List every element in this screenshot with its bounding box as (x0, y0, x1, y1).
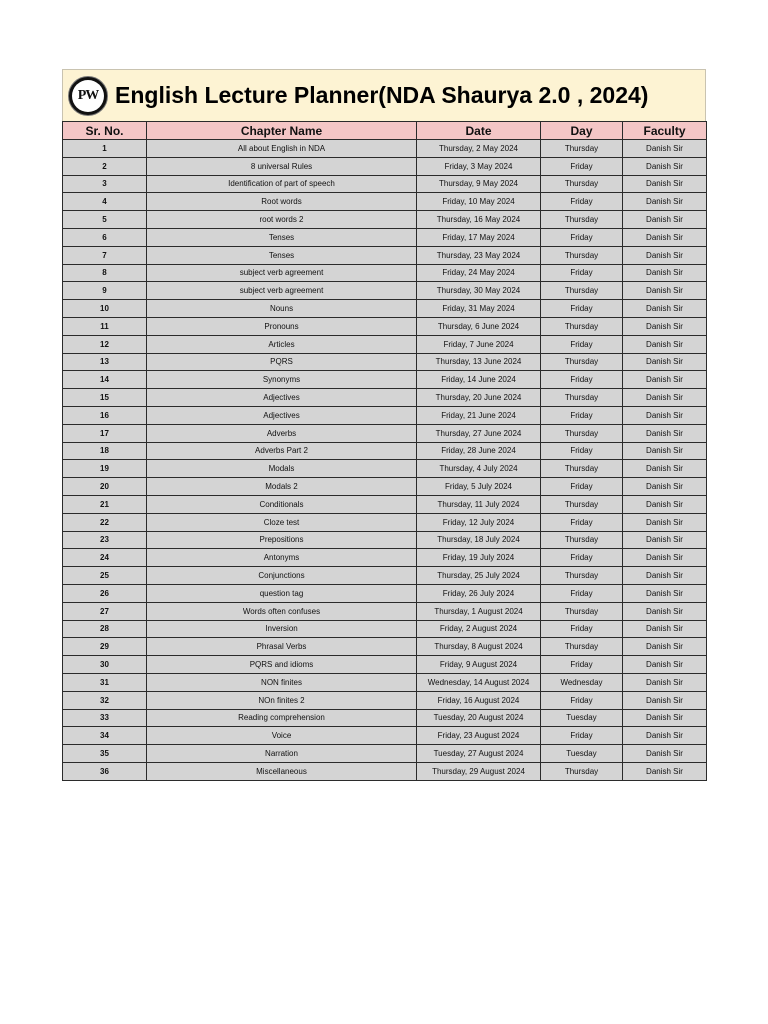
sr-no-cell: 6 (63, 228, 147, 246)
faculty-cell: Danish Sir (623, 531, 707, 549)
date-cell: Thursday, 20 June 2024 (417, 389, 541, 407)
sr-no-cell: 34 (63, 727, 147, 745)
table-row (63, 264, 707, 282)
faculty-cell: Danish Sir (623, 478, 707, 496)
chapter-name-cell: Articles (147, 335, 417, 353)
chapter-name-cell: Root words (147, 193, 417, 211)
sr-no-cell: 29 (63, 638, 147, 656)
chapter-name-cell: Phrasal Verbs (147, 638, 417, 656)
chapter-name-cell: Inversion (147, 620, 417, 638)
sr-no-cell: 15 (63, 389, 147, 407)
sr-no-cell: 24 (63, 549, 147, 567)
faculty-cell: Danish Sir (623, 175, 707, 193)
chapter-name-cell: PQRS and idioms (147, 656, 417, 674)
sr-no-cell: 10 (63, 300, 147, 318)
date-cell: Thursday, 18 July 2024 (417, 531, 541, 549)
sr-no-cell: 28 (63, 620, 147, 638)
sr-no-cell: 27 (63, 602, 147, 620)
faculty-cell: Danish Sir (623, 745, 707, 763)
chapter-name-cell: Prepositions (147, 531, 417, 549)
day-cell: Thursday (541, 246, 623, 264)
table-row (63, 495, 707, 513)
date-cell: Friday, 31 May 2024 (417, 300, 541, 318)
date-cell: Friday, 10 May 2024 (417, 193, 541, 211)
faculty-cell: Danish Sir (623, 406, 707, 424)
day-cell: Thursday (541, 460, 623, 478)
faculty-cell: Danish Sir (623, 140, 707, 158)
chapter-name-cell: Synonyms (147, 371, 417, 389)
sr-no-cell: 31 (63, 673, 147, 691)
faculty-cell: Danish Sir (623, 638, 707, 656)
pw-logo-text: PW (72, 80, 104, 112)
faculty-cell: Danish Sir (623, 157, 707, 175)
faculty-cell: Danish Sir (623, 442, 707, 460)
chapter-name-cell: Words often confuses (147, 602, 417, 620)
table-row (63, 513, 707, 531)
sr-no-cell: 4 (63, 193, 147, 211)
table-row (63, 691, 707, 709)
table-row (63, 335, 707, 353)
column-header-day: Day (541, 122, 623, 140)
chapter-name-cell: Miscellaneous (147, 762, 417, 780)
title-bar (62, 69, 706, 121)
lecture-table (62, 121, 707, 781)
table-row (63, 211, 707, 229)
sr-no-cell: 9 (63, 282, 147, 300)
date-cell: Thursday, 9 May 2024 (417, 175, 541, 193)
faculty-cell: Danish Sir (623, 567, 707, 585)
faculty-cell: Danish Sir (623, 264, 707, 282)
sr-no-cell: 3 (63, 175, 147, 193)
date-cell: Thursday, 1 August 2024 (417, 602, 541, 620)
sr-no-cell: 25 (63, 567, 147, 585)
date-cell: Thursday, 11 July 2024 (417, 495, 541, 513)
chapter-name-cell: Conditionals (147, 495, 417, 513)
column-header-date: Date (417, 122, 541, 140)
chapter-name-cell: Voice (147, 727, 417, 745)
chapter-name-cell: Nouns (147, 300, 417, 318)
table-row (63, 317, 707, 335)
chapter-name-cell: PQRS (147, 353, 417, 371)
sr-no-cell: 23 (63, 531, 147, 549)
day-cell: Friday (541, 620, 623, 638)
day-cell: Friday (541, 228, 623, 246)
table-row (63, 478, 707, 496)
date-cell: Thursday, 6 June 2024 (417, 317, 541, 335)
table-row (63, 371, 707, 389)
sr-no-cell: 26 (63, 584, 147, 602)
faculty-cell: Danish Sir (623, 211, 707, 229)
faculty-cell: Danish Sir (623, 300, 707, 318)
table-row (63, 389, 707, 407)
table-row (63, 584, 707, 602)
sr-no-cell: 7 (63, 246, 147, 264)
column-header-faculty: Faculty (623, 122, 707, 140)
sr-no-cell: 5 (63, 211, 147, 229)
day-cell: Thursday (541, 140, 623, 158)
table-row (63, 175, 707, 193)
date-cell: Friday, 28 June 2024 (417, 442, 541, 460)
day-cell: Thursday (541, 567, 623, 585)
chapter-name-cell: NON finites (147, 673, 417, 691)
sr-no-cell: 13 (63, 353, 147, 371)
date-cell: Friday, 21 June 2024 (417, 406, 541, 424)
table-row (63, 424, 707, 442)
date-cell: Thursday, 4 July 2024 (417, 460, 541, 478)
faculty-cell: Danish Sir (623, 335, 707, 353)
chapter-name-cell: Modals (147, 460, 417, 478)
chapter-name-cell: Adverbs (147, 424, 417, 442)
day-cell: Friday (541, 406, 623, 424)
day-cell: Thursday (541, 317, 623, 335)
day-cell: Friday (541, 371, 623, 389)
table-row (63, 620, 707, 638)
date-cell: Thursday, 27 June 2024 (417, 424, 541, 442)
faculty-cell: Danish Sir (623, 389, 707, 407)
faculty-cell: Danish Sir (623, 762, 707, 780)
date-cell: Thursday, 16 May 2024 (417, 211, 541, 229)
day-cell: Friday (541, 264, 623, 282)
sr-no-cell: 12 (63, 335, 147, 353)
day-cell: Friday (541, 157, 623, 175)
table-row (63, 673, 707, 691)
chapter-name-cell: Modals 2 (147, 478, 417, 496)
sr-no-cell: 16 (63, 406, 147, 424)
day-cell: Thursday (541, 424, 623, 442)
faculty-cell: Danish Sir (623, 513, 707, 531)
table-row (63, 531, 707, 549)
sr-no-cell: 32 (63, 691, 147, 709)
sr-no-cell: 14 (63, 371, 147, 389)
table-row (63, 709, 707, 727)
date-cell: Tuesday, 27 August 2024 (417, 745, 541, 763)
faculty-cell: Danish Sir (623, 228, 707, 246)
date-cell: Friday, 7 June 2024 (417, 335, 541, 353)
chapter-name-cell: question tag (147, 584, 417, 602)
date-cell: Thursday, 8 August 2024 (417, 638, 541, 656)
sr-no-cell: 11 (63, 317, 147, 335)
date-cell: Thursday, 30 May 2024 (417, 282, 541, 300)
faculty-cell: Danish Sir (623, 282, 707, 300)
faculty-cell: Danish Sir (623, 602, 707, 620)
sr-no-cell: 17 (63, 424, 147, 442)
day-cell: Friday (541, 727, 623, 745)
day-cell: Friday (541, 193, 623, 211)
sr-no-cell: 1 (63, 140, 147, 158)
faculty-cell: Danish Sir (623, 246, 707, 264)
chapter-name-cell: root words 2 (147, 211, 417, 229)
chapter-name-cell: Pronouns (147, 317, 417, 335)
chapter-name-cell: Tenses (147, 228, 417, 246)
day-cell: Thursday (541, 175, 623, 193)
chapter-name-cell: Identification of part of speech (147, 175, 417, 193)
faculty-cell: Danish Sir (623, 620, 707, 638)
date-cell: Thursday, 25 July 2024 (417, 567, 541, 585)
sr-no-cell: 20 (63, 478, 147, 496)
sr-no-cell: 19 (63, 460, 147, 478)
day-cell: Friday (541, 478, 623, 496)
day-cell: Thursday (541, 495, 623, 513)
chapter-name-cell: Conjunctions (147, 567, 417, 585)
chapter-name-cell: Adjectives (147, 406, 417, 424)
chapter-name-cell: Narration (147, 745, 417, 763)
chapter-name-cell: subject verb agreement (147, 264, 417, 282)
date-cell: Thursday, 13 June 2024 (417, 353, 541, 371)
day-cell: Friday (541, 442, 623, 460)
sr-no-cell: 35 (63, 745, 147, 763)
chapter-name-cell: Reading comprehension (147, 709, 417, 727)
table-row (63, 549, 707, 567)
table-row (63, 353, 707, 371)
sr-no-cell: 8 (63, 264, 147, 282)
day-cell: Thursday (541, 211, 623, 229)
faculty-cell: Danish Sir (623, 371, 707, 389)
faculty-cell: Danish Sir (623, 193, 707, 211)
column-header-chapter-name: Chapter Name (147, 122, 417, 140)
page-title: English Lecture Planner(NDA Shaurya 2.0 , 2024) (115, 82, 649, 108)
chapter-name-cell: Tenses (147, 246, 417, 264)
date-cell: Thursday, 23 May 2024 (417, 246, 541, 264)
date-cell: Tuesday, 20 August 2024 (417, 709, 541, 727)
sr-no-cell: 18 (63, 442, 147, 460)
faculty-cell: Danish Sir (623, 709, 707, 727)
date-cell: Friday, 5 July 2024 (417, 478, 541, 496)
day-cell: Wednesday (541, 673, 623, 691)
faculty-cell: Danish Sir (623, 584, 707, 602)
lecture-planner-sheet (62, 69, 706, 781)
sr-no-cell: 36 (63, 762, 147, 780)
table-row (63, 228, 707, 246)
day-cell: Thursday (541, 282, 623, 300)
faculty-cell: Danish Sir (623, 727, 707, 745)
sr-no-cell: 21 (63, 495, 147, 513)
chapter-name-cell: Cloze test (147, 513, 417, 531)
sr-no-cell: 33 (63, 709, 147, 727)
date-cell: Friday, 16 August 2024 (417, 691, 541, 709)
faculty-cell: Danish Sir (623, 673, 707, 691)
table-row (63, 300, 707, 318)
day-cell: Friday (541, 300, 623, 318)
faculty-cell: Danish Sir (623, 549, 707, 567)
day-cell: Thursday (541, 602, 623, 620)
date-cell: Thursday, 2 May 2024 (417, 140, 541, 158)
date-cell: Friday, 23 August 2024 (417, 727, 541, 745)
date-cell: Friday, 3 May 2024 (417, 157, 541, 175)
day-cell: Friday (541, 691, 623, 709)
table-row (63, 460, 707, 478)
table-row (63, 140, 707, 158)
table-row (63, 727, 707, 745)
pw-logo (68, 76, 108, 116)
chapter-name-cell: Adjectives (147, 389, 417, 407)
date-cell: Friday, 14 June 2024 (417, 371, 541, 389)
day-cell: Friday (541, 513, 623, 531)
faculty-cell: Danish Sir (623, 317, 707, 335)
faculty-cell: Danish Sir (623, 656, 707, 674)
chapter-name-cell: All about English in NDA (147, 140, 417, 158)
sr-no-cell: 2 (63, 157, 147, 175)
day-cell: Thursday (541, 531, 623, 549)
day-cell: Thursday (541, 762, 623, 780)
day-cell: Thursday (541, 389, 623, 407)
day-cell: Friday (541, 335, 623, 353)
day-cell: Tuesday (541, 745, 623, 763)
table-row (63, 638, 707, 656)
date-cell: Thursday, 29 August 2024 (417, 762, 541, 780)
table-row (63, 567, 707, 585)
date-cell: Friday, 9 August 2024 (417, 656, 541, 674)
table-row (63, 762, 707, 780)
chapter-name-cell: Adverbs Part 2 (147, 442, 417, 460)
table-row (63, 602, 707, 620)
table-body (63, 140, 707, 781)
date-cell: Friday, 17 May 2024 (417, 228, 541, 246)
date-cell: Friday, 2 August 2024 (417, 620, 541, 638)
date-cell: Friday, 26 July 2024 (417, 584, 541, 602)
date-cell: Friday, 24 May 2024 (417, 264, 541, 282)
sr-no-cell: 30 (63, 656, 147, 674)
day-cell: Friday (541, 549, 623, 567)
chapter-name-cell: NOn finites 2 (147, 691, 417, 709)
table-header-row (63, 122, 707, 140)
table-row (63, 406, 707, 424)
day-cell: Tuesday (541, 709, 623, 727)
chapter-name-cell: subject verb agreement (147, 282, 417, 300)
day-cell: Thursday (541, 353, 623, 371)
table-row (63, 246, 707, 264)
day-cell: Friday (541, 656, 623, 674)
day-cell: Thursday (541, 638, 623, 656)
table-row (63, 656, 707, 674)
date-cell: Friday, 19 July 2024 (417, 549, 541, 567)
faculty-cell: Danish Sir (623, 495, 707, 513)
faculty-cell: Danish Sir (623, 691, 707, 709)
column-header-sr-no: Sr. No. (63, 122, 147, 140)
date-cell: Friday, 12 July 2024 (417, 513, 541, 531)
faculty-cell: Danish Sir (623, 424, 707, 442)
day-cell: Friday (541, 584, 623, 602)
chapter-name-cell: Antonyms (147, 549, 417, 567)
table-row (63, 157, 707, 175)
table-row (63, 442, 707, 460)
faculty-cell: Danish Sir (623, 460, 707, 478)
sr-no-cell: 22 (63, 513, 147, 531)
date-cell: Wednesday, 14 August 2024 (417, 673, 541, 691)
table-row (63, 193, 707, 211)
faculty-cell: Danish Sir (623, 353, 707, 371)
table-row (63, 282, 707, 300)
table-row (63, 745, 707, 763)
chapter-name-cell: 8 universal Rules (147, 157, 417, 175)
